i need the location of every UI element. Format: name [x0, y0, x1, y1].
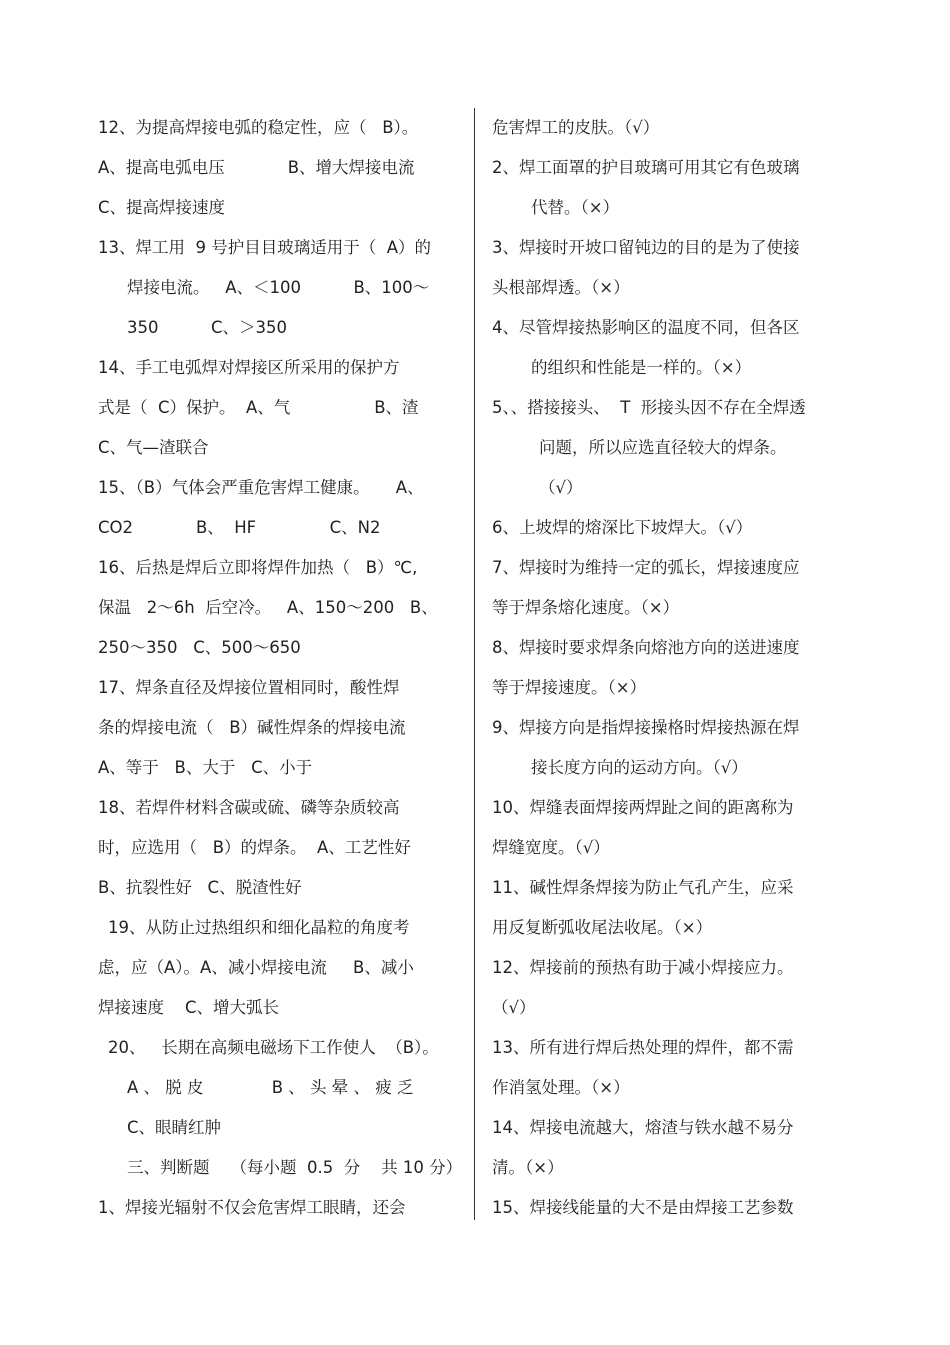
text-line: 条的焊接电流（ B）碱性焊条的焊接电流 — [98, 718, 406, 737]
text-line: 6、上坡焊的熔深比下坡焊大。（√） — [492, 518, 753, 537]
text-line: 式是（ C）保护。 A、气 B、渣 — [98, 398, 419, 417]
text-line: 头根部焊透。（×） — [492, 278, 630, 297]
text-line: 等于焊接速度。（×） — [492, 678, 647, 697]
text-line: 虑，应（A）。A、减小焊接电流 B、减小 — [98, 958, 414, 977]
text-line: 13、所有进行焊后热处理的焊件，都不需 — [492, 1038, 794, 1057]
text-line: 10、焊缝表面焊接两焊趾之间的距离称为 — [492, 798, 794, 817]
text-line: C、眼睛红肿 — [127, 1118, 222, 1137]
text-line: 250～350 C、500～650 — [98, 638, 301, 657]
text-line: 焊接电流。 A、＜100 B、100～ — [127, 278, 430, 297]
text-line: 5、、搭接接头、 T 形接头因不存在全焊透 — [492, 398, 806, 417]
text-line: B、抗裂性好 C、脱渣性好 — [98, 878, 302, 897]
text-line: 11、碱性焊条焊接为防止气孔产生，应采 — [492, 878, 794, 897]
text-line: C、气—渣联合 — [98, 438, 209, 457]
text-line: 清。（×） — [492, 1158, 564, 1177]
text-line: 14、手工电弧焊对焊接区所采用的保护方 — [98, 358, 400, 377]
text-line: 20、 长期在高频电磁场下工作使人 （B）。 — [108, 1038, 439, 1057]
text-line: 9、焊接方向是指焊接操格时焊接热源在焊 — [492, 718, 800, 737]
column-divider — [474, 108, 475, 1220]
text-line: CO2 B、 HF C、N2 — [98, 518, 381, 537]
text-line: 13、焊工用 9 号护目目玻璃适用于（ A）的 — [98, 238, 432, 257]
text-line: 7、焊接时为维持一定的弧长，焊接速度应 — [492, 558, 800, 577]
text-line: 焊缝宽度。（√） — [492, 838, 610, 857]
text-line: 15、焊接线能量的大不是由焊接工艺参数 — [492, 1198, 794, 1217]
right-column — [492, 108, 842, 1228]
text-line: 19、从防止过热组织和细化晶粒的角度考 — [108, 918, 410, 937]
text-line: 问题，所以应选直径较大的焊条。 — [539, 438, 787, 457]
text-line: 作消氢处理。（×） — [492, 1078, 630, 1097]
text-line: 焊接速度 C、增大弧长 — [98, 998, 280, 1017]
text-line: 2、焊工面罩的护目玻璃可用其它有色玻璃 — [492, 158, 800, 177]
text-line: 三、判断题 （每小题 0.5 分 共 10 分） — [127, 1158, 463, 1177]
text-line: 14、焊接电流越大，熔渣与铁水越不易分 — [492, 1118, 794, 1137]
text-line: A、等于 B、大于 C、小于 — [98, 758, 313, 777]
text-line: 350 C、＞350 — [127, 318, 287, 337]
text-line: 等于焊条熔化速度。（×） — [492, 598, 680, 617]
text-line: 12、为提高焊接电弧的稳定性，应（ B）。 — [98, 118, 419, 137]
text-line: 接长度方向的运动方向。（√） — [531, 758, 748, 777]
text-line: 3、焊接时开坡口留钝边的目的是为了使接 — [492, 238, 800, 257]
text-line: 危害焊工的皮肤。（√） — [492, 118, 660, 137]
text-line: 的组织和性能是一样的。（×） — [531, 358, 752, 377]
text-line: A 、 脱 皮 B 、 头 晕 、 疲 乏 — [127, 1078, 414, 1097]
text-line: A、提高电弧电压 B、增大焊接电流 — [98, 158, 415, 177]
text-line: 4、尽管焊接热影响区的温度不同，但各区 — [492, 318, 800, 337]
text-line: 16、后热是焊后立即将焊件加热（ B）℃, — [98, 558, 418, 577]
text-line: 1、焊接光辐射不仅会危害焊工眼睛，还会 — [98, 1198, 406, 1217]
text-line: 17、焊条直径及焊接位置相同时，酸性焊 — [98, 678, 400, 697]
text-line: C、提高焊接速度 — [98, 198, 226, 217]
left-column — [98, 108, 463, 1228]
text-line: 保温 2～6h 后空冷。 A、150～200 B、 — [98, 598, 438, 617]
text-line: 12、焊接前的预热有助于减小焊接应力。 — [492, 958, 794, 977]
text-line: 用反复断弧收尾法收尾。（×） — [492, 918, 713, 937]
text-line: 代替。（×） — [531, 198, 620, 217]
text-line: 8、焊接时要求焊条向熔池方向的送进速度 — [492, 638, 800, 657]
text-line: （√） — [492, 998, 536, 1017]
text-line: （√） — [539, 478, 583, 497]
text-line: 时，应选用（ B）的焊条。 A、工艺性好 — [98, 838, 411, 857]
text-line: 15、（B）气体会严重危害焊工健康。 A、 — [98, 478, 424, 497]
text-line: 18、若焊件材料含碳或硫、磷等杂质较高 — [98, 798, 400, 817]
